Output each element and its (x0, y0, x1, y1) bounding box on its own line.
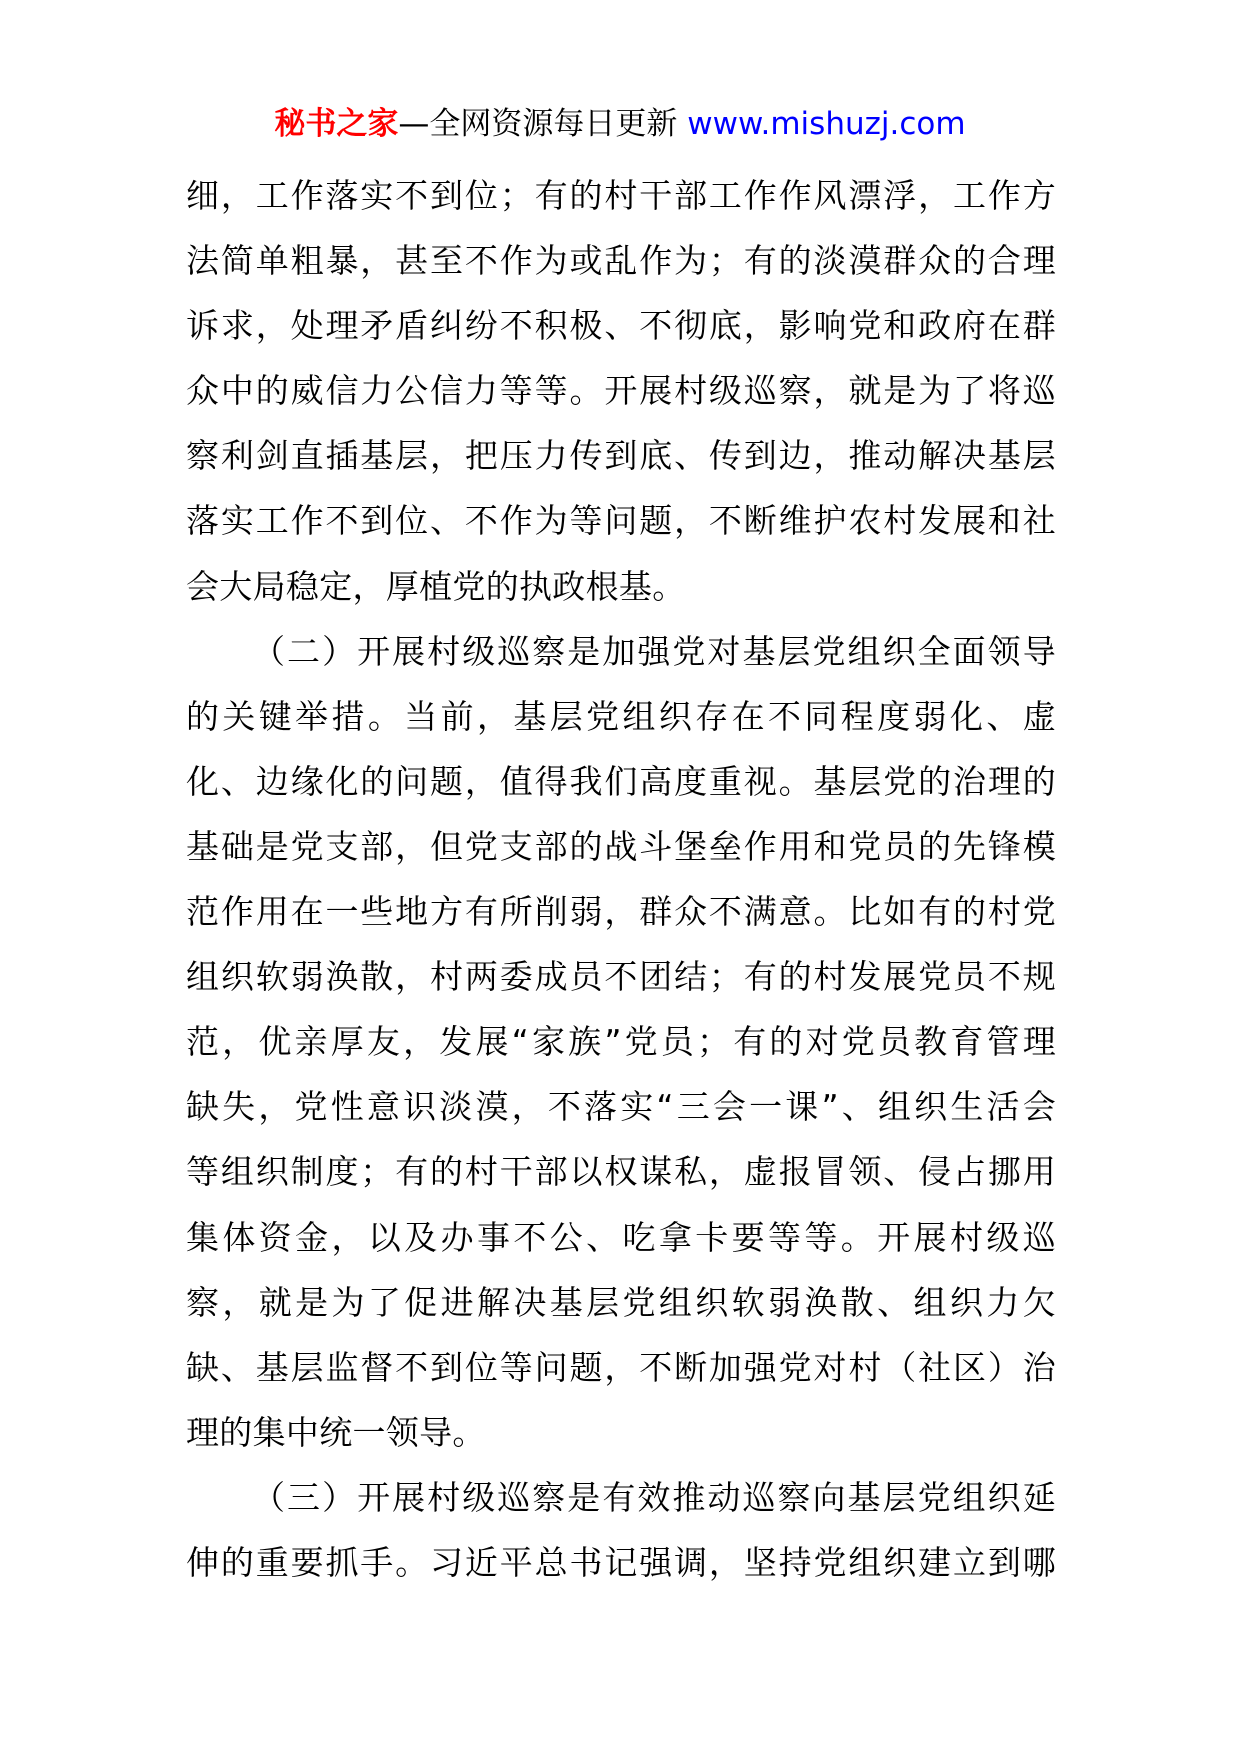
text-line: 等组织制度；有的村干部以权谋私，虚报冒领、侵占挪用 (186, 1152, 1056, 1192)
text-line: 缺失，党性意识淡漠，不落实“三会一课”、组织生活会 (186, 1087, 1056, 1127)
header-brand: 秘书之家 (274, 106, 399, 142)
header-url-link[interactable]: www.mishuzj.com (687, 106, 966, 142)
text-line: 化、边缘化的问题，值得我们高度重视。基层党的治理的 (186, 761, 1056, 801)
text-line: 众中的威信力公信力等等。开展村级巡察，就是为了将巡 (186, 371, 1056, 411)
paragraph-heading-3: （三）开展村级巡察是有效推动巡察向基层党组织延 (252, 1477, 1056, 1517)
text-line: 组织软弱涣散，村两委成员不团结；有的村发展党员不规 (186, 957, 1056, 997)
text-line: 范作用在一些地方有所削弱，群众不满意。比如有的村党 (186, 892, 1056, 932)
page-header (0, 100, 1240, 148)
text-line: 落实工作不到位、不作为等问题，不断维护农村发展和社 (186, 501, 1056, 541)
text-line: 诉求，处理矛盾纠纷不积极、不彻底，影响党和政府在群 (186, 306, 1056, 346)
paragraph-heading-2: （二）开展村级巡察是加强党对基层党组织全面领导 (252, 631, 1056, 671)
text-line: 细，工作落实不到位；有的村干部工作作风漂浮，工作方 (186, 176, 1056, 215)
document-body (186, 163, 1056, 1595)
text-line: 基础是党支部，但党支部的战斗堡垒作用和党员的先锋模 (186, 826, 1056, 866)
text-line: 法简单粗暴，甚至不作为或乱作为；有的淡漠群众的合理 (186, 241, 1056, 281)
text-line: 理的集中统一领导。 (186, 1412, 486, 1452)
header-tagline: —全网资源每日更新 (398, 106, 678, 142)
text-line: 集体资金，以及办事不公、吃拿卡要等等。开展村级巡 (186, 1217, 1056, 1257)
text-line: 范，优亲厚友，发展“家族”党员；有的对党员教育管理 (186, 1022, 1056, 1062)
text-line: 伸的重要抓手。习近平总书记强调，坚持党组织建立到哪 (186, 1542, 1056, 1582)
text-line: 缺、基层监督不到位等问题，不断加强党对村（社区）治 (186, 1347, 1056, 1387)
text-line: 会大局稳定，厚植党的执政根基。 (186, 566, 686, 606)
text-line: 的关键举措。当前，基层党组织存在不同程度弱化、虚 (186, 696, 1056, 736)
text-line: 察，就是为了促进解决基层党组织软弱涣散、组织力欠 (186, 1282, 1056, 1322)
text-line: 察利剑直插基层，把压力传到底、传到边，推动解决基层 (186, 436, 1056, 476)
